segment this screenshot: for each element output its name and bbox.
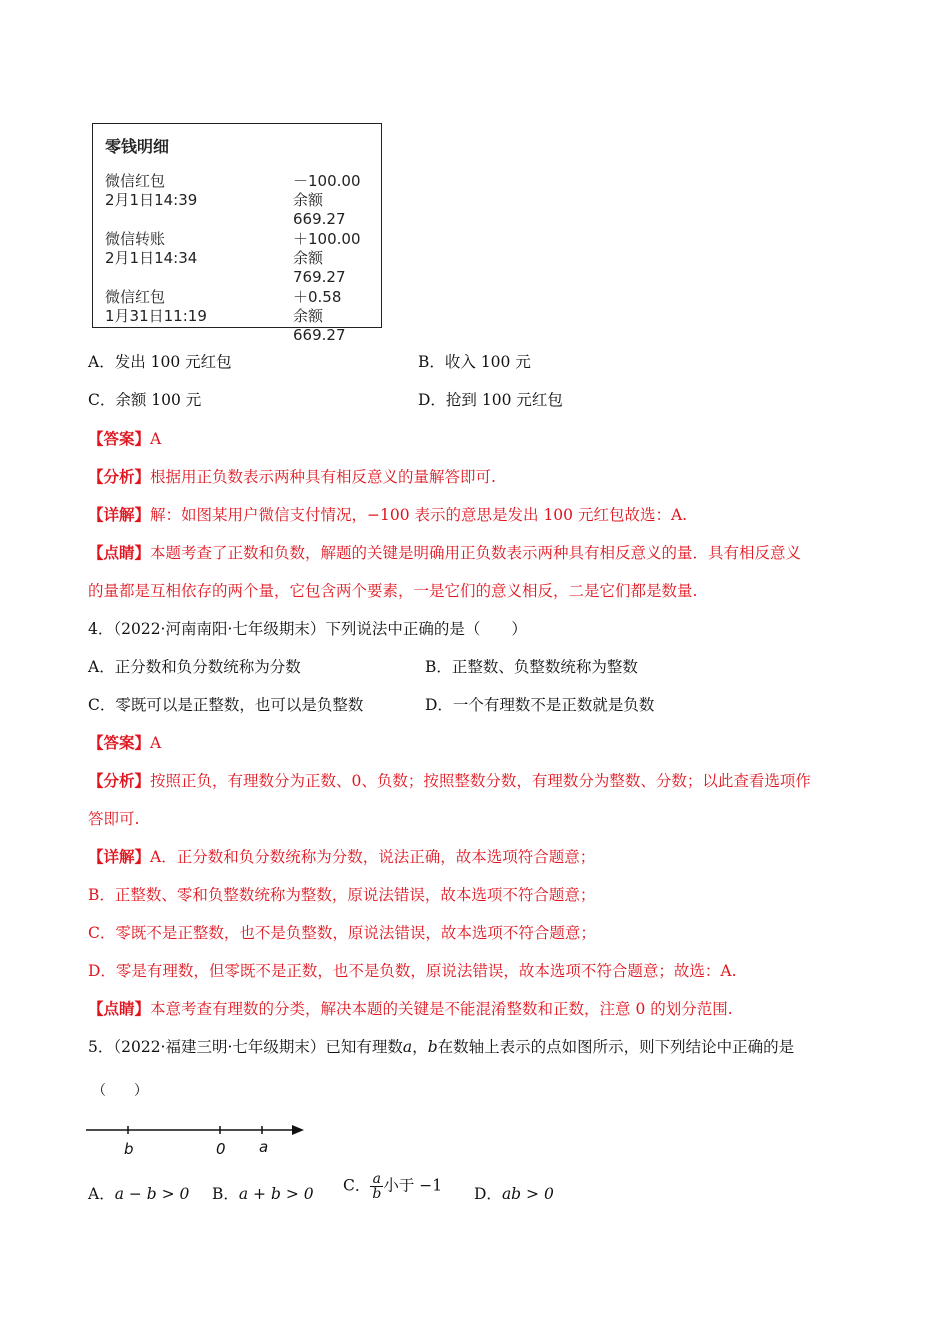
entry-name: 微信红包: [105, 172, 166, 190]
option-label: B．: [212, 1185, 239, 1203]
comment-text: 本题考查了正数和负数，解题的关键是明确用正负数表示两种具有相反意义的量．具有相反意义: [150, 544, 802, 562]
option-label: A．: [88, 1185, 115, 1203]
fraction-numerator: a: [370, 1172, 383, 1187]
q5-option-d: [474, 1182, 554, 1204]
wallet-detail-figure: [92, 123, 382, 344]
q5-option-c: [343, 1172, 442, 1201]
q4-comment: [88, 997, 733, 1019]
option-expr: a − b > 0: [114, 1185, 190, 1203]
q5-option-b: [212, 1182, 314, 1204]
q3-detail: [88, 503, 687, 525]
q3-option-b: B．收入 100 元: [418, 353, 531, 371]
q5-paren: （ ）: [92, 1083, 148, 1099]
analysis-text: 按照正负，有理数分为正数、0、负数；按照整数分数，有理数分为整数、分数；以此查看选项作: [150, 772, 811, 790]
q3-option-c: C．余额 100 元: [88, 391, 202, 409]
entry-name: 微信转账: [105, 230, 166, 248]
entry-balance: 余额769.27: [293, 249, 346, 286]
q4-detail-b: B．正整数、零和负整数统称为整数，原说法错误，故本选项不符合题意；: [88, 886, 596, 904]
detail-text: 解：如图某用户微信支付情况，−100 表示的意思是发出 100 元红包故选：A.: [150, 506, 688, 524]
entry-name: 微信红包: [105, 288, 166, 306]
option-text: 小于 −1: [383, 1176, 443, 1195]
q3-option-d: D．抢到 100 元红包: [418, 391, 563, 409]
q4-option-a: A．正分数和负分数统称为分数: [88, 658, 301, 676]
answer-value: A: [150, 734, 162, 752]
entry-balance: 余额669.27: [293, 307, 346, 344]
answer-tag: 【答案】: [88, 733, 151, 752]
entry-amount: ＋100.00: [293, 230, 361, 248]
comment-tag: 【点睛】: [88, 543, 151, 562]
q4-stem: 4．（2022·河南南阳·七年级期末）下列说法中正确的是（ ）: [88, 620, 527, 638]
q3-analysis: [88, 465, 496, 487]
q4-analysis-cont: 答即可.: [88, 810, 140, 828]
q4-option-b: B．正整数、负整数统称为整数: [425, 658, 638, 676]
analysis-tag: 【分析】: [88, 771, 151, 790]
detail-tag: 【详解】: [88, 505, 151, 524]
label-zero: 0: [216, 1140, 226, 1158]
entry-amount: －100.00: [293, 172, 361, 190]
q4-detail-c: C．零既不是正整数，也不是负整数，原说法错误，故本选项不符合题意；: [88, 924, 596, 942]
wallet-title: 零钱明细: [105, 137, 170, 156]
fraction-a-over-b: [370, 1172, 383, 1201]
analysis-tag: 【分析】: [88, 467, 151, 486]
entry-balance: 余额669.27: [293, 191, 346, 228]
q4-option-c: C．零既可以是正整数，也可以是负整数: [88, 696, 364, 714]
axis-arrow: [292, 1125, 304, 1135]
answer-value: A: [150, 430, 162, 448]
q5-stem-part2: 在数轴上表示的点如图所示，则下列结论中正确的是: [437, 1038, 795, 1056]
comment-text: 本意考查有理数的分类，解决本题的关键是不能混淆整数和正数，注意 0 的划分范围.: [150, 1000, 733, 1018]
q3-option-a: A．发出 100 元红包: [88, 353, 232, 371]
q4-answer: [88, 731, 161, 753]
comment-tag: 【点睛】: [88, 999, 151, 1018]
q4-analysis: [88, 769, 811, 791]
q4-option-d: D．一个有理数不是正数就是负数: [425, 696, 655, 714]
option-label: D．: [474, 1185, 502, 1203]
q4-detail-d: D．零是有理数，但零既不是正数，也不是负数，原说法错误，故本选项不符合题意；故选：A.: [88, 962, 737, 980]
var-a: a: [402, 1038, 413, 1056]
option-label: C．: [343, 1176, 371, 1195]
number-line-figure: [86, 1118, 316, 1166]
fraction-denominator: b: [372, 1186, 382, 1202]
q3-comment: [88, 541, 801, 563]
label-a: a: [259, 1138, 269, 1156]
q5-comma: ，: [412, 1038, 428, 1056]
entry-time: 2月1日14:39: [105, 191, 198, 209]
entry-time: 1月31日11:19: [105, 307, 207, 325]
analysis-text: 根据用正负数表示两种具有相反意义的量解答即可.: [150, 468, 496, 486]
q5-stem: [88, 1035, 794, 1057]
detail-tag: 【详解】: [88, 847, 151, 866]
q3-answer: [88, 427, 161, 449]
detail-text: A．正分数和负分数统称为分数，说法正确，故本选项符合题意；: [150, 848, 596, 866]
q5-option-a: [88, 1182, 189, 1204]
q3-comment-cont: 的量都是互相依存的两个量，它包含两个要素，一是它们的意义相反，二是它们都是数量.: [88, 582, 698, 600]
q4-detail: [88, 845, 595, 867]
var-b: b: [427, 1038, 438, 1056]
entry-time: 2月1日14:34: [105, 249, 198, 267]
label-b: b: [124, 1140, 134, 1158]
q5-stem-part1: 5．（2022·福建三明·七年级期末）已知有理数: [88, 1038, 403, 1056]
option-expr: ab > 0: [501, 1185, 554, 1203]
option-expr: a + b > 0: [238, 1185, 314, 1203]
entry-amount: ＋0.58: [293, 288, 342, 306]
answer-tag: 【答案】: [88, 429, 151, 448]
